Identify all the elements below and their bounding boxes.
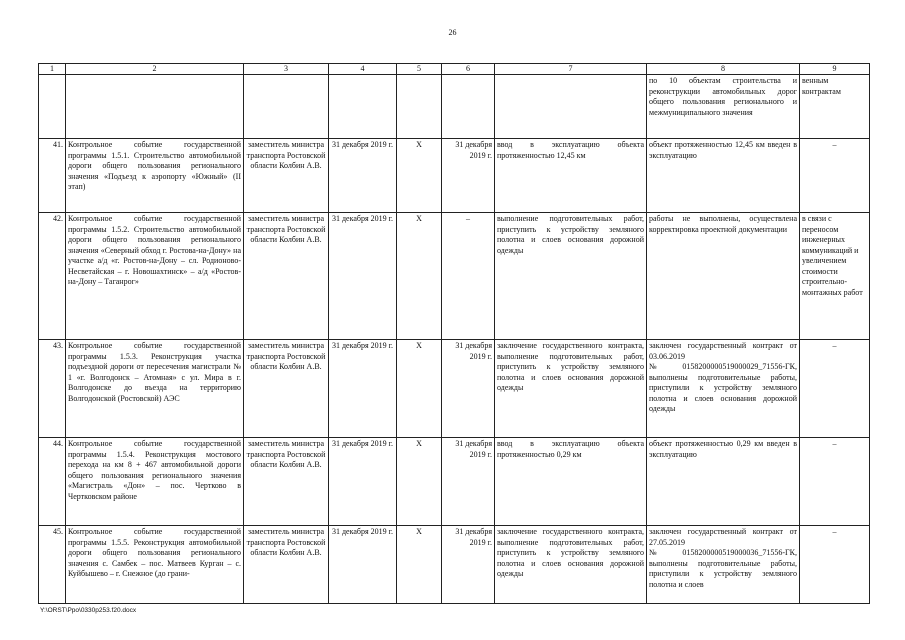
row-number: 42.: [39, 213, 66, 340]
continuation-row: [39, 75, 870, 139]
control-events-table: [38, 63, 870, 604]
event-cell: Контрольное событие государственной программы 1.5.3. Реконструкция участка подъездной дороги от пересечения магистрали № 1 «г. Волгодонск – Атомная» с ул. Мира в г. Волгодонске до въезда на территорию Волгодонской (Ростовской) АЭС: [66, 340, 244, 438]
col5-cell: Х: [397, 438, 442, 526]
row-number: 45.: [39, 526, 66, 604]
fact-date-cell: 31 декабря 2019 г.: [442, 340, 495, 438]
reason-cell: –: [800, 438, 870, 526]
result-plan-cell: заключение государственного контракта, выполнение подготовительных работ, приступить к устройству земляного полотна и слоев основания дорожной одежды: [495, 526, 647, 604]
plan-date-cell: 31 декабря 2019 г.: [329, 438, 397, 526]
responsible-cell: заместитель министра транспорта Ростовской области Колбин А.В.: [244, 438, 329, 526]
result-fact-cell: объект протяженностью 12,45 км введен в эксплуатацию: [647, 139, 800, 213]
file-path-footer: Y:\ORST\Ppo\0330p253.f20.docx: [40, 607, 137, 614]
result-fact-cell: объект протяженностью 0,29 км введен в эксплуатацию: [647, 438, 800, 526]
responsible-cell: заместитель министра транспорта Ростовской области Колбин А.В.: [244, 213, 329, 340]
responsible-cell: заместитель министра транспорта Ростовской области Колбин А.В.: [244, 526, 329, 604]
table-row: [39, 139, 870, 213]
reason-cell: –: [800, 340, 870, 438]
event-cell: Контрольное событие государственной программы 1.5.1. Строительство автомобильной дороги общего пользования регионального значения «Подъезд к аэропорту «Южный» (II этап): [66, 139, 244, 213]
table-row: [39, 438, 870, 526]
event-cell: Контрольное событие государственной программы 1.5.5. Реконструкция автомобильной дороги общего пользования регионального значения с. Самбек – пос. Матвеев Курган – с. Куйбышево – г. Снежное (до грани-: [66, 526, 244, 604]
column-header: 8: [647, 64, 800, 75]
event-cell: Контрольное событие государственной программы 1.5.4. Реконструкция мостового перехода на км 8 + 467 автомобильной дороги общего пользования регионального значения «Магистраль «Дон» – пос. Чертково в Чертковском районе: [66, 438, 244, 526]
page-number: 26: [448, 28, 457, 37]
result-plan-cell: заключение государственного контракта, выполнение подготовительных работ, приступить к устройству земляного полотна и слоев основания дорожной одежды: [495, 340, 647, 438]
reason-cell: в связи с переносом инженерных коммуникаций и увеличением стоимости строительно-монтажных работ: [800, 213, 870, 340]
column-header: 2: [66, 64, 244, 75]
plan-date-cell: 31 декабря 2019 г.: [329, 340, 397, 438]
table-row: [39, 213, 870, 340]
row-number: 44.: [39, 438, 66, 526]
fact-date-cell: –: [442, 213, 495, 340]
reason-cell: –: [800, 526, 870, 604]
row-number: 43.: [39, 340, 66, 438]
column-header: 4: [329, 64, 397, 75]
result-fact-cell: заключен государственный контракт от 27.05.2019 №0158200000519000036_71556-ГК, выполнены подготовительные работы, приступили к устройству земляного полотна и слоев: [647, 526, 800, 604]
fact-date-cell: 31 декабря 2019 г.: [442, 526, 495, 604]
event-cell: Контрольное событие государственной программы 1.5.2. Строительство автомобильной дороги общего пользования регионального значения «Северный обход г. Ростова-на-Дону» на участке а/д «г. Ростов-на-Дону – сл. Родионово-Несветайская – г. Новошахтинск» – а/д «Ростов-на-Дону – Таганрог»: [66, 213, 244, 340]
col5-cell: Х: [397, 526, 442, 604]
result-fact-cell: работы не выполнены, осуществлена корректировка проектной документации: [647, 213, 800, 340]
column-header: 6: [442, 64, 495, 75]
row-number: 41.: [39, 139, 66, 213]
col5-cell: Х: [397, 139, 442, 213]
plan-date-cell: 31 декабря 2019 г.: [329, 213, 397, 340]
plan-date-cell: 31 декабря 2019 г.: [329, 139, 397, 213]
table-row: [39, 526, 870, 604]
result-plan-cell: выполнение подготовительных работ, приступить к устройству земляного полотна и слоев основания дорожной одежды: [495, 213, 647, 340]
column-header: 7: [495, 64, 647, 75]
column-number-row: [39, 64, 870, 75]
result-fact-cell: по 10 объектам строительства и реконструкции автомобильных дорог общего пользования регионального и межмуниципального значения: [647, 75, 800, 139]
fact-date-cell: 31 декабря 2019 г.: [442, 139, 495, 213]
column-header: 9: [800, 64, 870, 75]
result-plan-cell: ввод в эксплуатацию объекта протяженностью 0,29 км: [495, 438, 647, 526]
column-header: 1: [39, 64, 66, 75]
col5-cell: Х: [397, 213, 442, 340]
responsible-cell: заместитель министра транспорта Ростовской области Колбин А.В.: [244, 340, 329, 438]
column-header: 3: [244, 64, 329, 75]
reason-cell: –: [800, 139, 870, 213]
column-header: 5: [397, 64, 442, 75]
result-plan-cell: ввод в эксплуатацию объекта протяженностью 12,45 км: [495, 139, 647, 213]
table-row: [39, 340, 870, 438]
responsible-cell: заместитель министра транспорта Ростовской области Колбин А.В.: [244, 139, 329, 213]
fact-date-cell: 31 декабря 2019 г.: [442, 438, 495, 526]
plan-date-cell: 31 декабря 2019 г.: [329, 526, 397, 604]
result-fact-cell: заключен государственный контракт от 03.06.2019 №0158200000519000029_71556-ГК, выполнены подготовительные работы, приступили к устройству земляного полотна и слоев основания дорожной одежды: [647, 340, 800, 438]
col5-cell: Х: [397, 340, 442, 438]
reason-cell: венным контрактам: [800, 75, 870, 139]
